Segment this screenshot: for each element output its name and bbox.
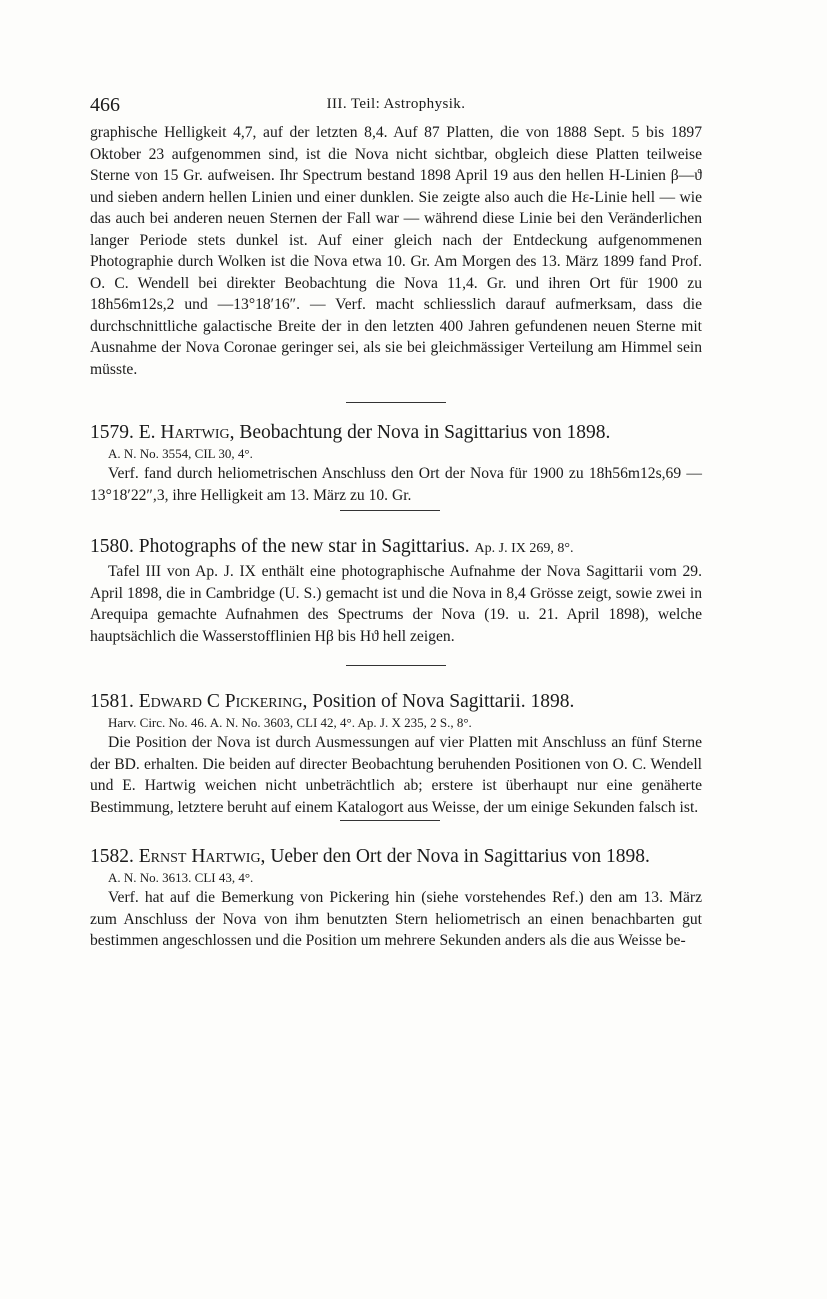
entry-title: [90, 690, 702, 714]
entry-body: Tafel III von Ap. J. IX enthält eine photographische Aufnahme der Nova Sagittarii vom 29. April 1898, die in Cambridge (U. S.) gemacht ist und die Nova in 8,4 Grösse zeigt, sowie zwei in Arequipa gemachte Aufnahmen des Spectrums der Nova (19. u. 21. April 1898), welche hauptsächlich die Wasserstofflinien Hβ bis Hϑ hell zeigen.: [90, 563, 702, 645]
entry-author: E. Hartwig,: [138, 422, 235, 443]
entry-reference: A. N. No. 3613. CLI 43, 4°.: [108, 870, 254, 885]
entry-1582: [90, 845, 702, 952]
entry-number: 1582.: [90, 846, 134, 867]
page-number: 466: [90, 94, 120, 116]
entry-1581: [90, 690, 702, 818]
intro-paragraph: graphische Helligkeit 4,7, auf der letzten 8,4. Auf 87 Platten, die von 1888 Sept. 5 bis 1897 Oktober 23 aufgenommen sind, ist die Nova nicht sichtbar, obgleich diese Platten teilweise Sterne von 15 Gr. aufweisen. Ihr Spectrum bestand 1898 April 19 aus den hellen H-Linien β—ϑ und sieben andern hellen Linien und einer dunklen. Sie zeigte also auch die Hε-Linie hell — wie das auch bei anderen neuen Sternen der Fall war — während diese Linie bei den Veränderlichen langer Periode stets dunkel ist. Auf einer gleich nach der Entdeckung aufgenommenen Photographie durch Wolken ist die Nova etwa 10. Gr. Am Morgen des 13. März 1899 fand Prof. O. C. Wendell bei direkter Beobachtung die Nova 11,4. Gr. und ihren Ort für 1900 zu 18h56m12s,2 und —13°18′16″. — Verf. macht schliesslich darauf aufmerksam, dass die durchschnittliche galactische Breite der in den letzten 400 Jahren gefundenen neuen Sterne mit Ausnahme der Nova Coronae geringer sei, als sie bei gleichmässiger Verteilung am Himmel sein müsste.: [90, 124, 702, 378]
entry-title: [90, 535, 702, 561]
entry-title-reference: Ap. J. IX 269, 8°.: [474, 541, 574, 556]
entry-author: Ernst Hartwig,: [138, 846, 266, 867]
entry-title: [90, 421, 702, 445]
entry-author: Edward C Pickering,: [138, 691, 308, 712]
entry-1579: [90, 421, 702, 506]
entry-number: 1579.: [90, 422, 134, 443]
entry-title-text: Position of Nova Sagittarii. 1898.: [312, 691, 575, 712]
page-header: [90, 94, 702, 122]
entry-title-text: Ueber den Ort der Nova in Sagittarius von 1898.: [270, 846, 650, 867]
entry-body: Verf. hat auf die Bemerkung von Pickering hin (siehe vorstehendes Ref.) den am 13. März zum Anschluss der Nova von ihm benutzten Stern heliometrisch an einen benachbarten gut bestimmen angeschlossen und die Position um mehrere Sekunden anders als die aus Weisse be-: [90, 889, 702, 949]
entry-title: [90, 845, 702, 869]
running-title: III. Teil: Astrophysik.: [326, 96, 466, 112]
entry-body: Die Position der Nova ist durch Ausmessungen auf vier Platten mit Anschluss an fünf Sterne der BD. erhalten. Die beiden auf directer Beobachtung beruhenden Positionen von O. C. Wendell und E. Hartwig weichen nicht unbeträchtlich ab; erstere ist überhaupt nur eine genäherte Bestimmung, letztere beruht auf einem Katalogort aus Weisse, der um einige Sekunden falsch ist.: [90, 734, 702, 816]
page: [90, 94, 702, 952]
entry-title-text: Photographs of the new star in Sagittarius.: [138, 536, 470, 557]
entry-reference: A. N. No. 3554, CIL 30, 4°.: [108, 446, 253, 461]
intro-section: [90, 122, 702, 380]
entry-number: 1580.: [90, 536, 134, 557]
entry-reference: Harv. Circ. No. 46. A. N. No. 3603, CLI 42, 4°. Ap. J. X 235, 2 S., 8°.: [108, 715, 472, 730]
entry-body: Verf. fand durch heliometrischen Anschluss den Ort der Nova für 1900 zu 18h56m12s,69 —13°18′22″,3, ihre Helligkeit am 13. März zu 10. Gr.: [90, 465, 702, 504]
entry-number: 1581.: [90, 691, 134, 712]
entry-title-text: Beobachtung der Nova in Sagittarius von 1898.: [239, 422, 611, 443]
entry-1580: [90, 535, 702, 647]
